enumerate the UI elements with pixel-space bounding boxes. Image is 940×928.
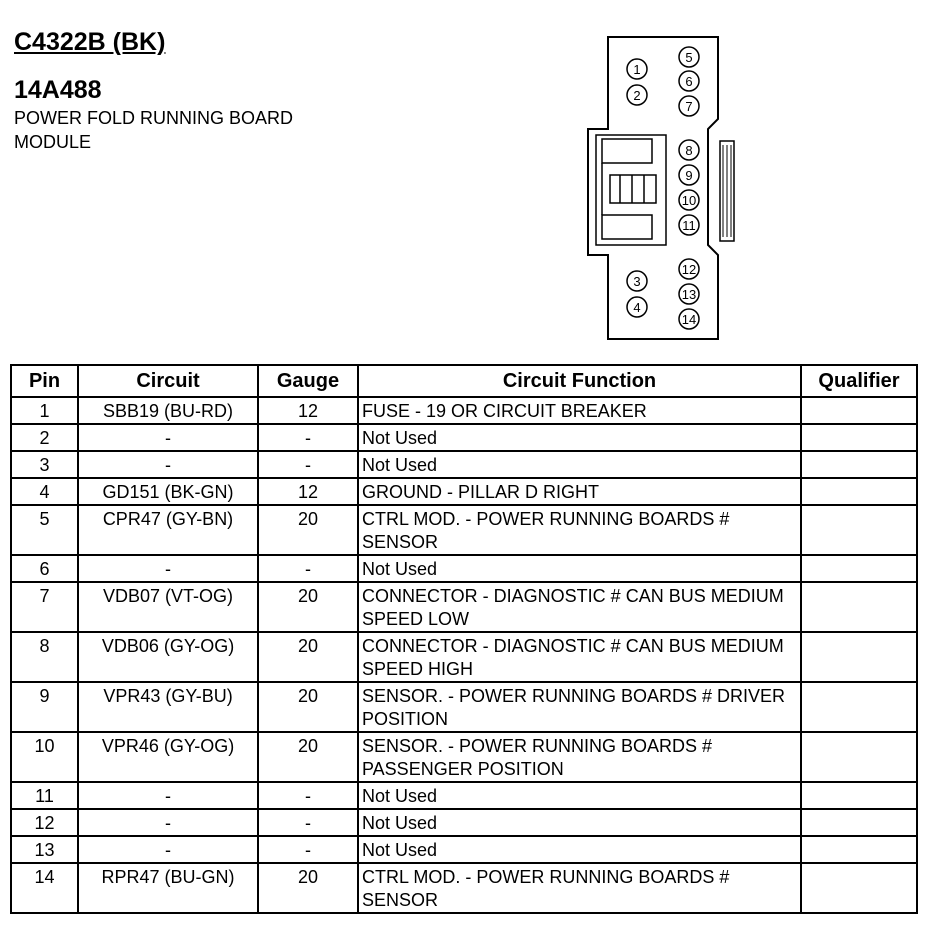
pin-9 [679, 165, 699, 185]
circuit-cell: VPR46 (GY-OG) [78, 732, 258, 782]
qualifier-cell [801, 863, 917, 913]
circuit-cell: - [78, 424, 258, 451]
circuit-cell: VPR43 (GY-BU) [78, 682, 258, 732]
function-cell: SENSOR. - POWER RUNNING BOARDS # PASSENGER POSITION [358, 732, 801, 782]
svg-text:14: 14 [681, 312, 697, 327]
table-row [11, 632, 917, 682]
pin-3 [627, 271, 647, 291]
qualifier-cell [801, 732, 917, 782]
circuit-cell: - [78, 782, 258, 809]
svg-text:2: 2 [633, 88, 641, 103]
pin-2 [627, 85, 647, 105]
gauge-cell: 20 [258, 863, 358, 913]
gauge-cell: - [258, 809, 358, 836]
pin-4 [627, 297, 647, 317]
pin-cell: 11 [11, 782, 78, 809]
table-row [11, 863, 917, 913]
function-cell: Not Used [358, 836, 801, 863]
table-row [11, 478, 917, 505]
qualifier-cell [801, 836, 917, 863]
pin-cell: 7 [11, 582, 78, 632]
pin-cell: 12 [11, 809, 78, 836]
header-qualifier: Qualifier [801, 365, 917, 397]
table-row [11, 397, 917, 424]
qualifier-cell [801, 451, 917, 478]
table-row [11, 682, 917, 732]
header-pin: Pin [11, 365, 78, 397]
pin-cell: 2 [11, 424, 78, 451]
gauge-cell: - [258, 451, 358, 478]
qualifier-cell [801, 632, 917, 682]
qualifier-cell [801, 397, 917, 424]
header-circuit-function: Circuit Function [358, 365, 801, 397]
function-cell: CONNECTOR - DIAGNOSTIC # CAN BUS MEDIUM SPEED LOW [358, 582, 801, 632]
gauge-cell: 20 [258, 582, 358, 632]
circuit-cell: CPR47 (GY-BN) [78, 505, 258, 555]
pinout-table [10, 364, 918, 914]
function-cell: Not Used [358, 809, 801, 836]
circuit-cell: RPR47 (BU-GN) [78, 863, 258, 913]
part-number: 14A488 [14, 76, 102, 104]
svg-text:3: 3 [633, 274, 641, 289]
circuit-cell: - [78, 836, 258, 863]
gauge-cell: 12 [258, 397, 358, 424]
pin-6 [679, 71, 699, 91]
gauge-cell: - [258, 836, 358, 863]
svg-text:6: 6 [685, 74, 693, 89]
function-cell: Not Used [358, 555, 801, 582]
svg-text:5: 5 [685, 50, 693, 65]
function-cell: SENSOR. - POWER RUNNING BOARDS # DRIVER POSITION [358, 682, 801, 732]
qualifier-cell [801, 682, 917, 732]
table-row [11, 732, 917, 782]
circuit-cell: VDB06 (GY-OG) [78, 632, 258, 682]
function-cell: GROUND - PILLAR D RIGHT [358, 478, 801, 505]
circuit-cell: GD151 (BK-GN) [78, 478, 258, 505]
table-row [11, 424, 917, 451]
qualifier-cell [801, 478, 917, 505]
gauge-cell: - [258, 424, 358, 451]
circuit-cell: - [78, 809, 258, 836]
pin-cell: 1 [11, 397, 78, 424]
table-row [11, 809, 917, 836]
svg-text:9: 9 [685, 168, 693, 183]
connector-id: C4322B (BK) [14, 28, 166, 56]
svg-text:11: 11 [682, 218, 696, 233]
qualifier-cell [801, 809, 917, 836]
table-row [11, 451, 917, 478]
svg-text:4: 4 [633, 300, 641, 315]
table-row [11, 836, 917, 863]
circuit-cell: SBB19 (BU-RD) [78, 397, 258, 424]
pin-8 [679, 140, 699, 160]
svg-text:7: 7 [685, 99, 693, 114]
function-cell: Not Used [358, 782, 801, 809]
table-header-row [11, 365, 917, 397]
qualifier-cell [801, 505, 917, 555]
svg-text:1: 1 [633, 62, 641, 77]
svg-text:13: 13 [681, 287, 697, 302]
gauge-cell: - [258, 555, 358, 582]
function-cell: CTRL MOD. - POWER RUNNING BOARDS # SENSOR [358, 863, 801, 913]
function-cell: Not Used [358, 451, 801, 478]
pin-cell: 9 [11, 682, 78, 732]
svg-text:10: 10 [681, 193, 697, 208]
pin-7 [679, 96, 699, 116]
gauge-cell: 20 [258, 682, 358, 732]
pin-cell: 14 [11, 863, 78, 913]
function-cell: CONNECTOR - DIAGNOSTIC # CAN BUS MEDIUM SPEED HIGH [358, 632, 801, 682]
table-row [11, 555, 917, 582]
gauge-cell: - [258, 782, 358, 809]
gauge-cell: 20 [258, 732, 358, 782]
pin-cell: 6 [11, 555, 78, 582]
function-cell: CTRL MOD. - POWER RUNNING BOARDS # SENSOR [358, 505, 801, 555]
table-row [11, 505, 917, 555]
header-circuit: Circuit [78, 365, 258, 397]
module-description: POWER FOLD RUNNING BOARD MODULE [14, 108, 294, 152]
function-cell: Not Used [358, 424, 801, 451]
connector-face-diagram [580, 35, 740, 345]
pin-cell: 8 [11, 632, 78, 682]
pin-11 [679, 215, 699, 235]
table-row [11, 582, 917, 632]
table-row [11, 782, 917, 809]
circuit-cell: VDB07 (VT-OG) [78, 582, 258, 632]
qualifier-cell [801, 555, 917, 582]
qualifier-cell [801, 424, 917, 451]
gauge-cell: 12 [258, 478, 358, 505]
pin-13 [679, 284, 699, 304]
qualifier-cell [801, 582, 917, 632]
pin-5 [679, 47, 699, 67]
svg-text:12: 12 [681, 262, 697, 277]
pin-14 [679, 309, 699, 329]
pin-1 [627, 59, 647, 79]
qualifier-cell [801, 782, 917, 809]
pin-cell: 3 [11, 451, 78, 478]
function-cell: FUSE - 19 OR CIRCUIT BREAKER [358, 397, 801, 424]
pin-cell: 13 [11, 836, 78, 863]
circuit-cell: - [78, 555, 258, 582]
header-gauge: Gauge [258, 365, 358, 397]
pin-cell: 5 [11, 505, 78, 555]
gauge-cell: 20 [258, 632, 358, 682]
svg-text:8: 8 [685, 143, 693, 158]
pin-cell: 10 [11, 732, 78, 782]
pin-cell: 4 [11, 478, 78, 505]
circuit-cell: - [78, 451, 258, 478]
pin-10 [679, 190, 699, 210]
pin-12 [679, 259, 699, 279]
gauge-cell: 20 [258, 505, 358, 555]
